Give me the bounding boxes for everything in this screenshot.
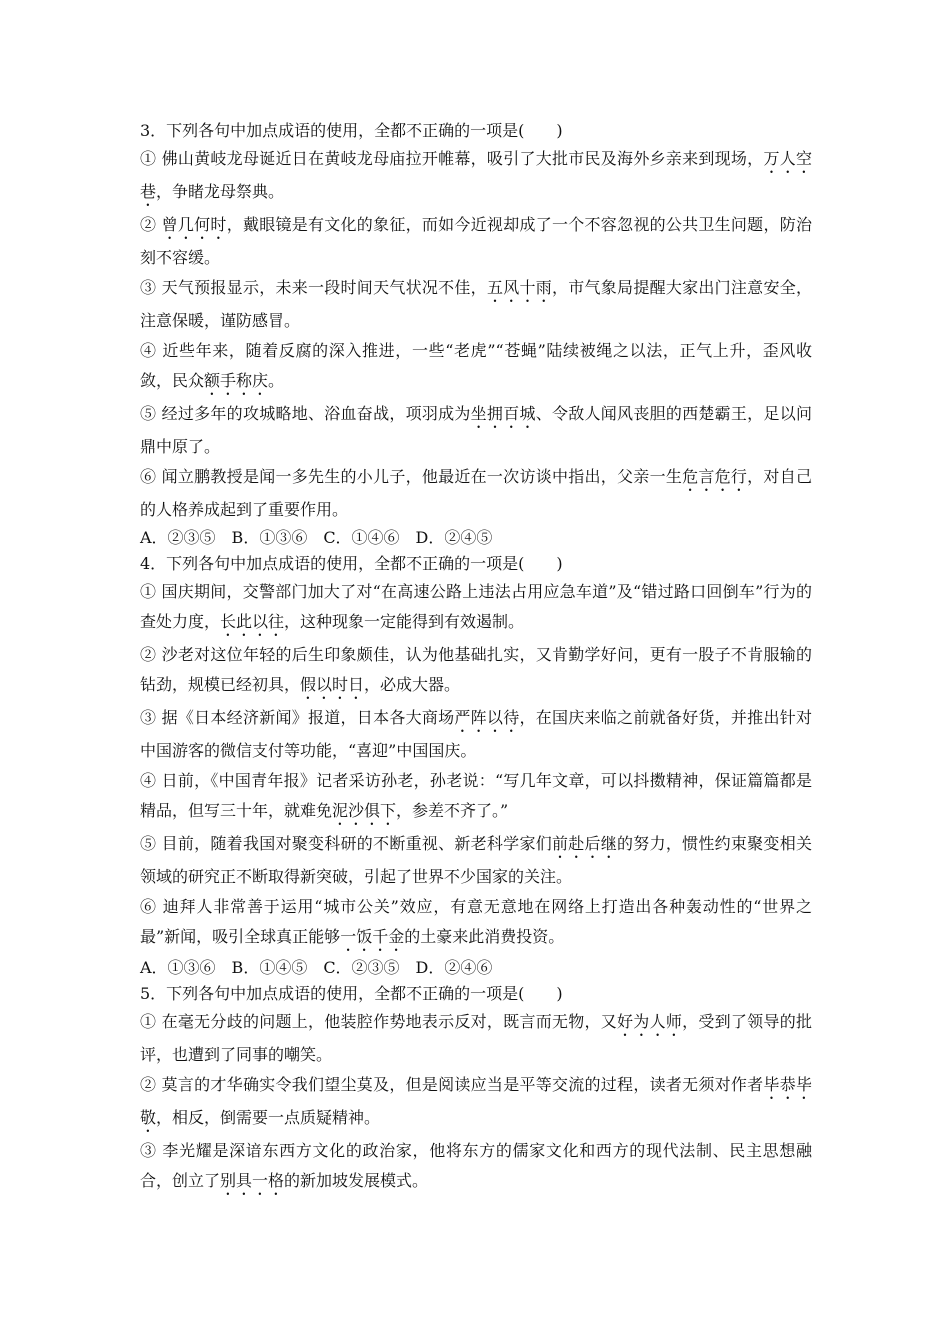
question-3-item-5: ⑤ 经过多年的攻城略地、浴血奋战，项羽成为坐拥百城、令敌人闻风丧胆的西楚霸王，足以问鼎中原了。: [140, 404, 812, 456]
dotted-idiom: 长此以往: [220, 612, 285, 631]
dotted-idiom: 万人空巷: [140, 149, 812, 201]
question-5-stem: 5．下列各句中加点成语的使用，全都不正确的一项是( ): [140, 984, 563, 1003]
dotted-idiom: 严阵以待: [454, 708, 520, 727]
question-5-item-3: ③ 李光耀是深谙东西方文化的政治家，他将东方的儒家文化和西方的现代法制、民主思想融合，创立了别具一格的新加坡发展模式。: [140, 1141, 812, 1190]
dotted-idiom: 泥沙俱下: [332, 801, 397, 820]
question-4-stem: 4．下列各句中加点成语的使用，全都不正确的一项是( ): [140, 554, 563, 573]
question-4-item-2: ② 沙老对这位年轻的后生印象颇佳，认为他基础扎实，又肯勤学好问，更有一股子不肯服输的钻劲，规模已经初具，假以时日，必成大器。: [140, 645, 812, 694]
question-5-item-2: ② 莫言的才华确实令我们望尘莫及，但是阅读应当是平等交流的过程，读者无须对作者毕恭毕敬，相反，倒需要一点质疑精神。: [140, 1075, 812, 1127]
question-list: [140, 118, 812, 1199]
question-3-choices: A．②③⑤ B．①③⑥ C．①④⑥ D．②④⑤: [140, 528, 493, 547]
dotted-idiom: 别具一格: [220, 1171, 285, 1190]
question-4-item-4: ④ 日前，《中国青年报》记者采访孙老，孙老说：“写几年文章，可以抖擞精神，保证篇篇都是精品，但写三十年，就难免泥沙俱下，参差不齐了。”: [140, 771, 812, 820]
question-3-item-4: ④ 近些年来，随着反腐的深入推进，一些“老虎”“苍蝇”陆续被绳之以法，正气上升，歪风收敛，民众额手称庆。: [140, 341, 812, 390]
question-3-stem: 3．下列各句中加点成语的使用，全都不正确的一项是( ): [140, 121, 563, 140]
question-3-item-6: ⑥ 闻立鹏教授是闻一多先生的小儿子，他最近在一次访谈中指出，父亲一生危言危行，对自己的人格养成起到了重要作用。: [140, 467, 812, 519]
question-3-item-2: ② 曾几何时，戴眼镜是有文化的象征，而如今近视却成了一个不容忽视的公共卫生问题，防治刻不容缓。: [140, 215, 812, 267]
question-3-item-3: ③ 天气预报显示，未来一段时间天气状况不佳，五风十雨，市气象局提醒大家出门注意安全，注意保暖，谨防感冒。: [140, 278, 812, 330]
dotted-idiom: 好为人师: [617, 1012, 683, 1031]
question-5-item-1: ① 在毫无分歧的问题上，他装腔作势地表示反对，既言而无物，又好为人师，受到了领导的批评，也遭到了同事的嘲笑。: [140, 1012, 812, 1064]
dotted-idiom: 额手称庆: [204, 371, 269, 390]
dotted-idiom: 毕恭毕敬: [140, 1075, 812, 1127]
question-3-item-1: ① 佛山黄岐龙母诞近日在黄岐龙母庙拉开帷幕，吸引了大批市民及海外乡亲来到现场，万人空巷，争睹龙母祭典。: [140, 149, 812, 201]
dotted-idiom: 一饭千金: [340, 927, 405, 946]
question-4-item-6: ⑥ 迪拜人非常善于运用“城市公关”效应，有意无意地在网络上打造出各种轰动性的“世界之最”新闻，吸引全球真正能够一饭千金的土豪来此消费投资。: [140, 897, 812, 946]
question-4-choices: A．①③⑥ B．①④⑤ C．②③⑤ D．②④⑥: [140, 958, 493, 977]
question-4-item-3: ③ 据《日本经济新闻》报道，日本各大商场严阵以待，在国庆来临之前就备好货，并推出针对中国游客的微信支付等功能，“喜迎”中国国庆。: [140, 708, 812, 760]
dotted-idiom: 坐拥百城: [470, 404, 536, 423]
dotted-idiom: 假以时日: [300, 675, 365, 694]
question-4-item-5: ⑤ 目前，随着我国对聚变科研的不断重视、新老科学家们前赴后继的努力，惯性约束聚变相关领域的研究正不断取得新突破，引起了世界不少国家的关注。: [140, 834, 812, 886]
dotted-idiom: 五风十雨: [486, 278, 552, 297]
dotted-idiom: 前赴后继: [551, 834, 618, 853]
question-4-item-1: ① 国庆期间，交警部门加大了对“在高速公路上违法占用应急车道”及“错过路口回倒车”行为的查处力度，长此以往，这种现象一定能得到有效遏制。: [140, 582, 812, 631]
dotted-idiom: 危言危行: [682, 467, 748, 486]
dotted-idiom: 曾几何时: [161, 215, 227, 234]
